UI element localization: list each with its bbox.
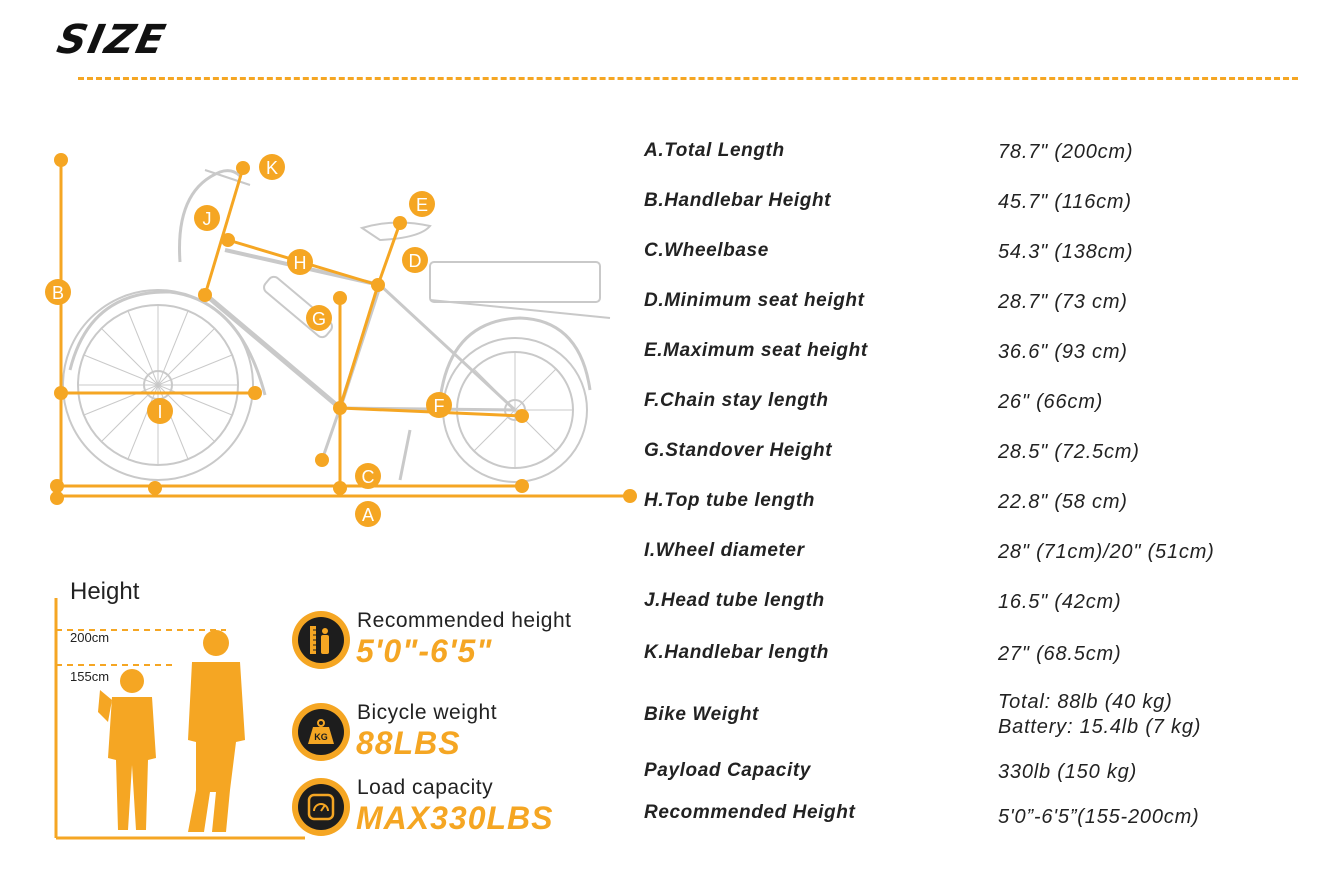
marker-F (426, 392, 452, 418)
spec-value: 45.7" (116cm) (998, 191, 1132, 213)
spec-label: J.Head tube length (644, 590, 825, 611)
spec-value: 36.6" (93 cm) (998, 341, 1128, 363)
svg-text:KG: KG (314, 732, 328, 742)
spec-label: B.Handlebar Height (644, 190, 832, 211)
spec-label: Payload Capacity (644, 760, 811, 781)
gauge-icon (298, 784, 344, 830)
info-label: Load capacity (357, 776, 494, 799)
info-value: MAX330LBS (356, 800, 554, 836)
page-title: SIZE (53, 17, 171, 63)
spec-value: 16.5" (42cm) (998, 591, 1122, 613)
info-label: Recommended height (357, 609, 572, 632)
svg-text:C: C (361, 467, 375, 487)
marker-E (409, 191, 435, 217)
spec-label: I.Wheel diameter (644, 540, 805, 561)
height-title: Height (70, 578, 140, 605)
height-ruler-icon (298, 617, 344, 663)
info-value: 5'0"-6'5" (356, 633, 493, 669)
spec-label: F.Chain stay length (644, 390, 829, 411)
svg-text:F: F (433, 396, 445, 416)
info-value: 88LBS (356, 725, 461, 761)
svg-text:B: B (51, 283, 65, 303)
height-mark-200: 200cm (70, 630, 110, 645)
spec-label: C.Wheelbase (644, 240, 769, 261)
svg-text:J: J (202, 209, 212, 229)
spec-label: H.Top tube length (644, 490, 815, 511)
spec-value: 22.8" (58 cm) (998, 491, 1128, 513)
spec-label: E.Maximum seat height (644, 340, 868, 361)
svg-text:K: K (265, 158, 279, 178)
marker-D (402, 247, 428, 273)
spec-value: 78.7" (200cm) (998, 141, 1134, 163)
spec-value: 330lb (150 kg) (998, 761, 1138, 783)
height-mark-155: 155cm (70, 669, 110, 684)
spec-label: Bike Weight (644, 704, 759, 725)
svg-text:E: E (415, 195, 429, 215)
info-label: Bicycle weight (357, 701, 498, 724)
spec-label: A.Total Length (644, 140, 785, 161)
svg-text:A: A (361, 505, 375, 525)
spec-label: G.Standover Height (644, 440, 833, 461)
weight-kg-icon (298, 709, 344, 755)
tall-person-silhouette (188, 630, 245, 832)
marker-C (355, 463, 381, 489)
svg-text:D: D (408, 251, 422, 271)
spec-value: 28.5" (72.5cm) (998, 441, 1140, 463)
spec-label: D.Minimum seat height (644, 290, 865, 311)
spec-value: 26" (66cm) (998, 391, 1104, 413)
spec-value: 5'0”-6'5”(155-200cm) (998, 806, 1200, 828)
height-chart (0, 0, 320, 889)
spec-value: 28.7" (73 cm) (998, 291, 1128, 313)
spec-value: 54.3" (138cm) (998, 241, 1134, 263)
spec-label: K.Handlebar length (644, 642, 829, 663)
spec-value: Total: 88lb (40 kg) (998, 691, 1173, 713)
spec-value-battery: Battery: 15.4lb (7 kg) (998, 716, 1202, 738)
spec-value: 27" (68.5cm) (998, 643, 1122, 665)
svg-text:I: I (157, 402, 163, 422)
svg-text:G: G (311, 309, 327, 329)
marker-A (355, 501, 381, 527)
spec-label: Recommended Height (644, 802, 856, 823)
short-person-silhouette (98, 669, 156, 830)
svg-text:H: H (293, 253, 307, 273)
spec-value: 28" (71cm)/20" (51cm) (998, 541, 1215, 563)
